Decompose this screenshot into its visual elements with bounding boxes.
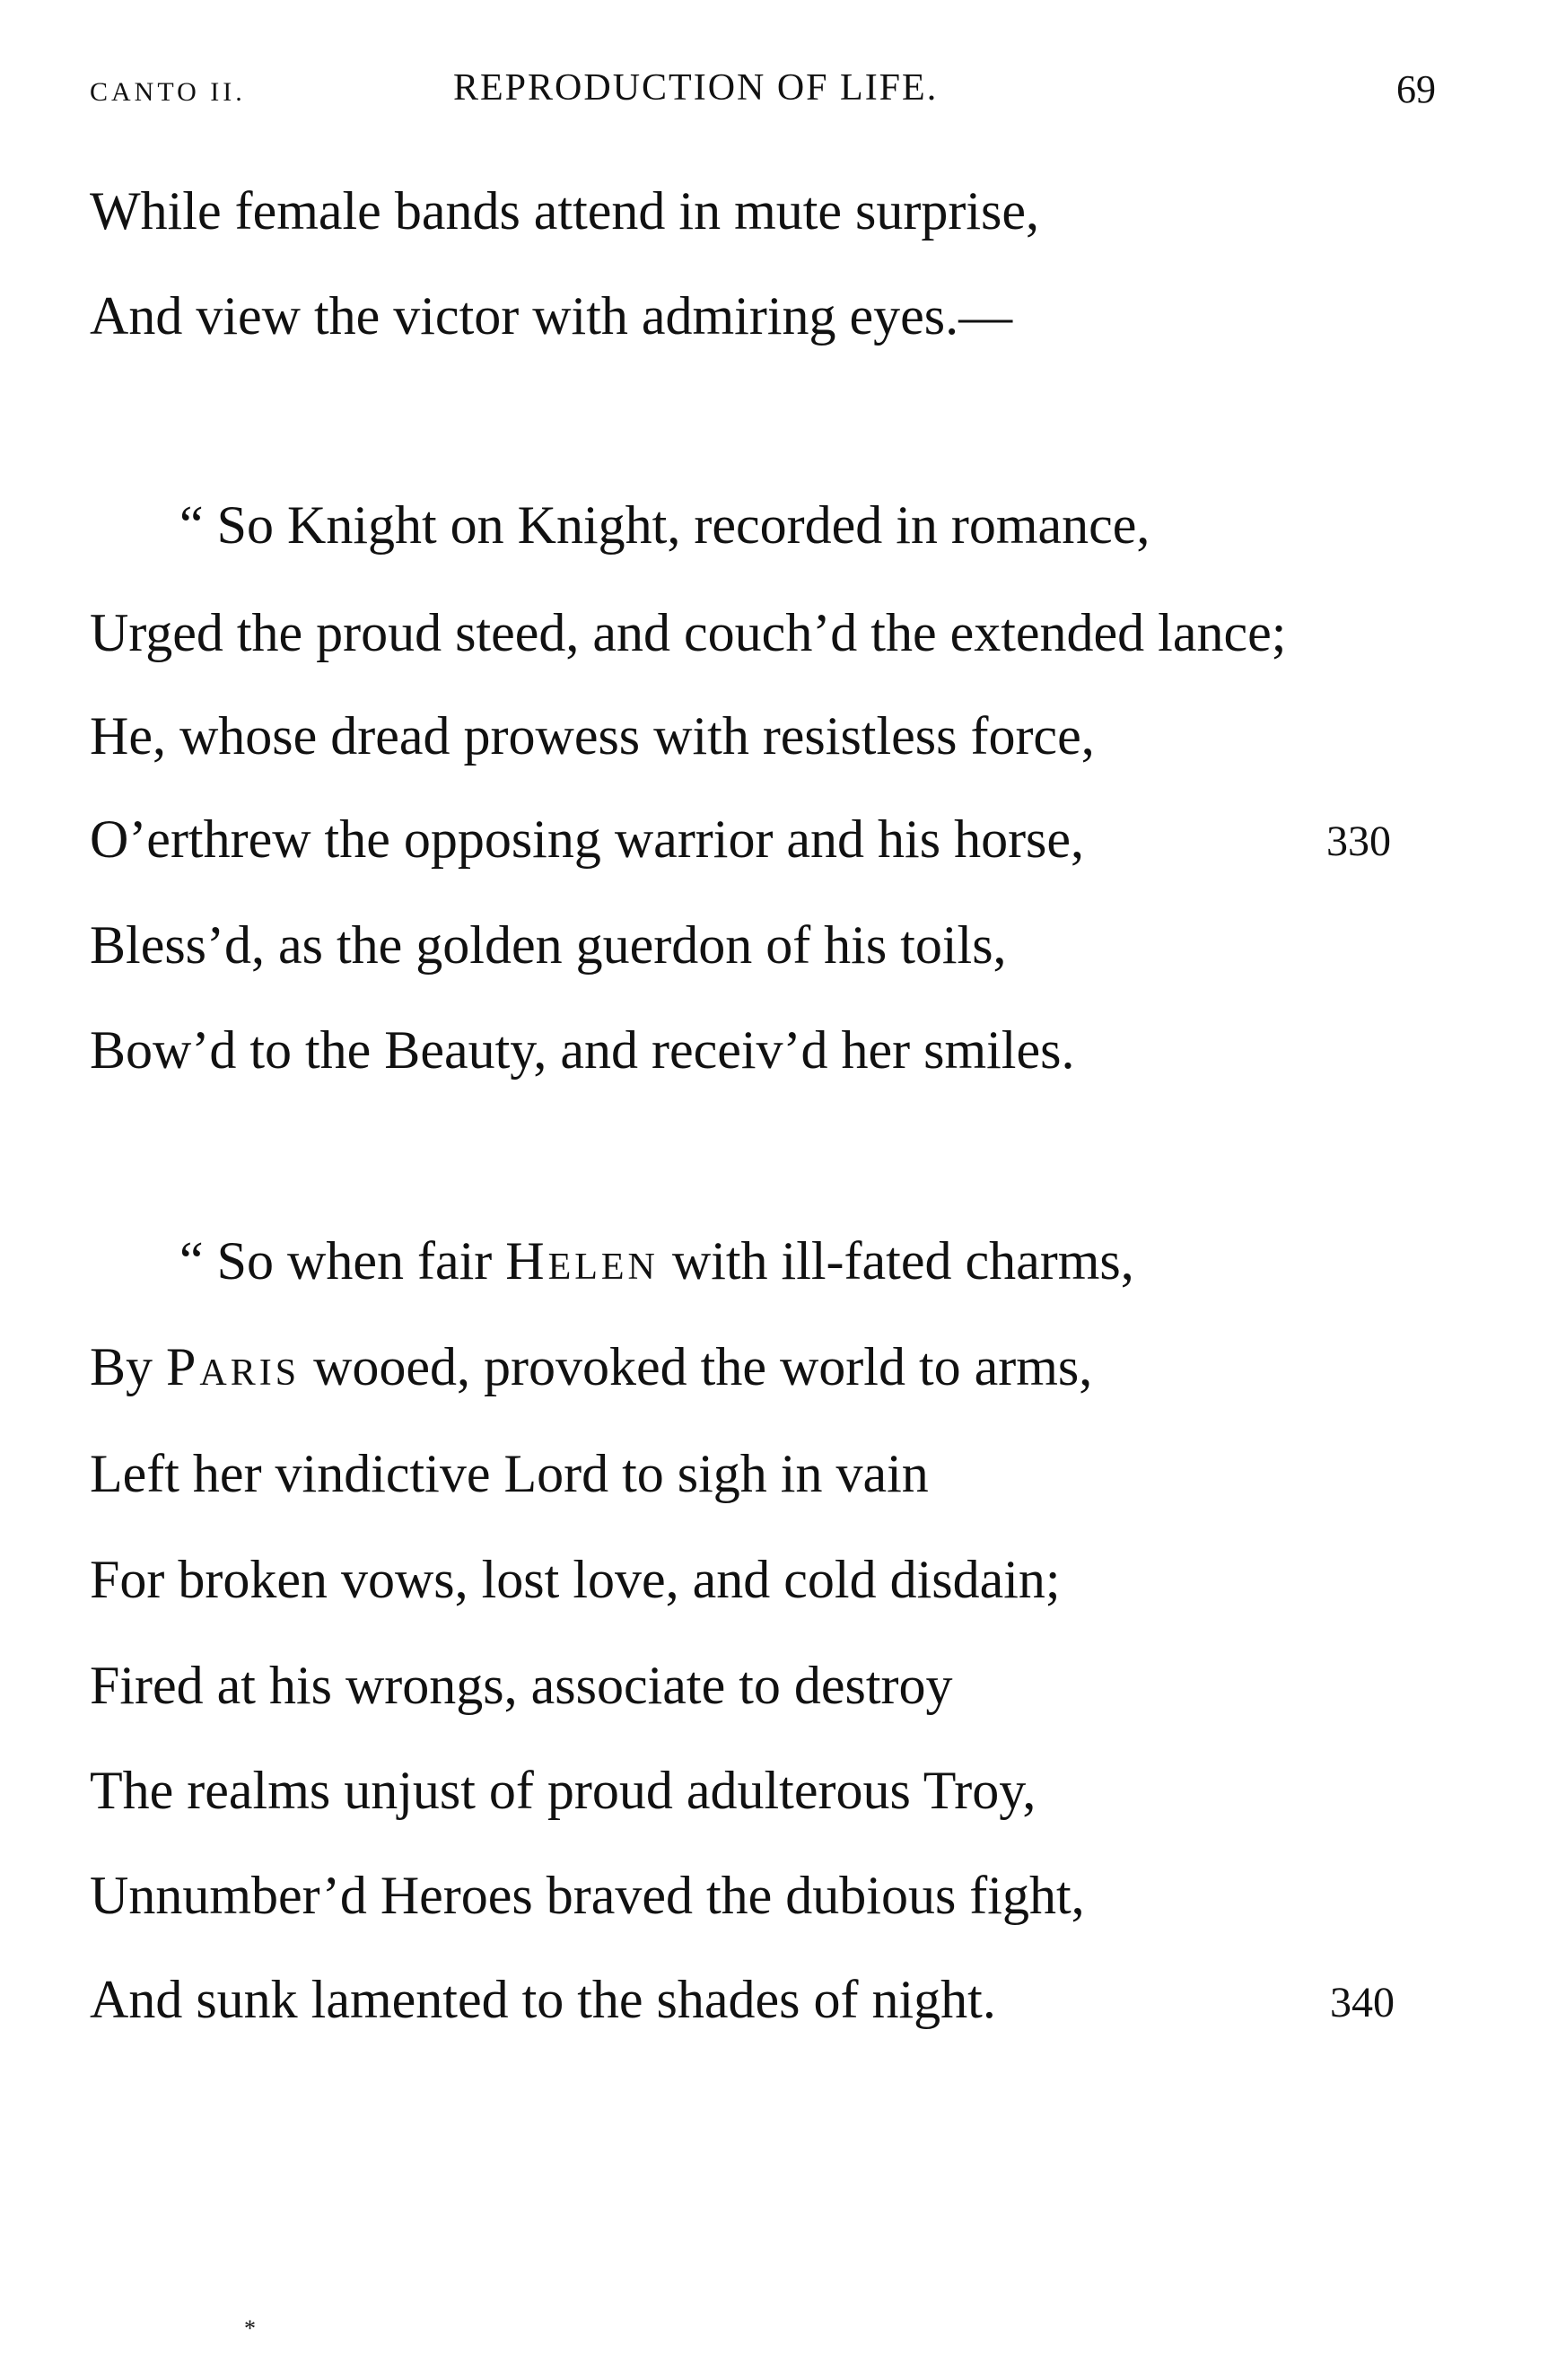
verse-line: “ So when fair Helen with ill-fated charms, (179, 1231, 1134, 1291)
verse-line: “ So Knight on Knight, recorded in romance, (179, 495, 1150, 555)
page-number: 69 (1396, 67, 1436, 111)
verse-line: Urged the proud steed, and couch’d the extended lance; (90, 603, 1287, 662)
verse-line: Bow’d to the Beauty, and receiv’d her smiles. (90, 1020, 1075, 1080)
verse-line: Fired at his wrongs, associate to destroy (90, 1656, 953, 1715)
signature-mark: * (244, 2315, 256, 2341)
line-number: 340 (1330, 1979, 1395, 2026)
running-head (90, 66, 1436, 120)
verse-line: Unnumber’d Heroes braved the dubious fight, (90, 1866, 1085, 1925)
line-number: 330 (1326, 818, 1391, 865)
verse-line: O’erthrew the opposing warrior and his horse, (90, 809, 1085, 869)
verse-line: Bless’d, as the golden guerdon of his toils, (90, 915, 1007, 975)
name-paris: Paris (166, 1337, 301, 1396)
verse-line: By Paris wooed, provoked the world to arms, (90, 1337, 1093, 1396)
page-title: REPRODUCTION OF LIFE. (453, 67, 939, 109)
verse-line: And sunk lamented to the shades of night. (90, 1970, 996, 2029)
canto-label: CANTO II. (90, 77, 246, 107)
verse-line: For broken vows, lost love, and cold disdain; (90, 1550, 1061, 1609)
name-helen: Helen (505, 1231, 659, 1291)
verse-line: Left her vindictive Lord to sigh in vain (90, 1444, 929, 1503)
verse-line: While female bands attend in mute surprise, (90, 181, 1039, 241)
verse-line: The realms unjust of proud adulterous Troy, (90, 1761, 1037, 1820)
verse-line: He, whose dread prowess with resistless force, (90, 706, 1095, 766)
verse-line: And view the victor with admiring eyes.— (90, 286, 1013, 346)
